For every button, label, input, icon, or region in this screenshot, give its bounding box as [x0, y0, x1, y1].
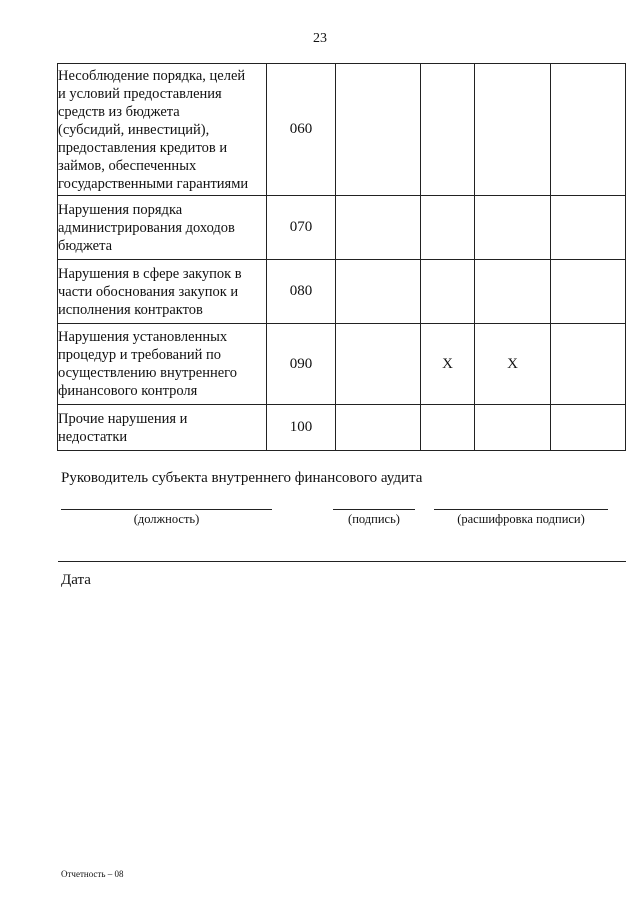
row-code: 060: [267, 64, 336, 196]
row-code: 100: [267, 405, 336, 451]
table-row: [58, 64, 626, 196]
violation-description: Нарушения установленных процедур и требований по осуществлению внутреннего финансового контроля: [58, 324, 267, 405]
table-cell: [421, 64, 475, 196]
table-cell: [551, 324, 626, 405]
table-cell: [421, 405, 475, 451]
signature-line: [333, 509, 415, 510]
page-number: 23: [313, 31, 327, 46]
table-cell: [421, 260, 475, 324]
table-cell: [336, 64, 421, 196]
position-caption: (должность): [133, 512, 200, 526]
cross-mark: X: [421, 324, 475, 405]
table-row: [58, 196, 626, 260]
table-row: [58, 405, 626, 451]
table-cell: [551, 405, 626, 451]
row-code: 070: [267, 196, 336, 260]
table-cell: [336, 196, 421, 260]
date-label: Дата: [61, 572, 91, 588]
signature-heading: Руководитель субъекта внутреннего финансового аудита: [61, 470, 423, 486]
table-cell: [475, 405, 551, 451]
decoding-line: [434, 509, 608, 510]
table-cell: [336, 405, 421, 451]
violation-description: Несоблюдение порядка, целей и условий предоставления средств из бюджета (субсидий, инвестиций), предоставления кредитов и займов, обеспеченных государственными гарантиями: [58, 64, 267, 196]
row-code: 090: [267, 324, 336, 405]
row-code: 080: [267, 260, 336, 324]
table-cell: [336, 260, 421, 324]
table-cell: [551, 196, 626, 260]
violations-table: [57, 63, 626, 451]
violation-description: Нарушения порядка администрирования доходов бюджета: [58, 196, 267, 260]
divider-line: [58, 561, 626, 562]
signature-caption: (подпись): [348, 512, 400, 526]
cross-mark: X: [475, 324, 551, 405]
table-body: [58, 64, 626, 451]
table-cell: [475, 260, 551, 324]
table-cell: [421, 196, 475, 260]
table-cell: [475, 196, 551, 260]
position-line: [61, 509, 272, 510]
footer-note: Отчетность – 08: [61, 869, 124, 879]
table-cell: [336, 324, 421, 405]
table-cell: [475, 64, 551, 196]
table-row: [58, 260, 626, 324]
table-row: [58, 324, 626, 405]
decoding-caption: (расшифровка подписи): [457, 512, 585, 526]
violation-description: Нарушения в сфере закупок в части обоснования закупок и исполнения контрактов: [58, 260, 267, 324]
table-cell: [551, 260, 626, 324]
table-cell: [551, 64, 626, 196]
violation-description: Прочие нарушения и недостатки: [58, 405, 267, 451]
